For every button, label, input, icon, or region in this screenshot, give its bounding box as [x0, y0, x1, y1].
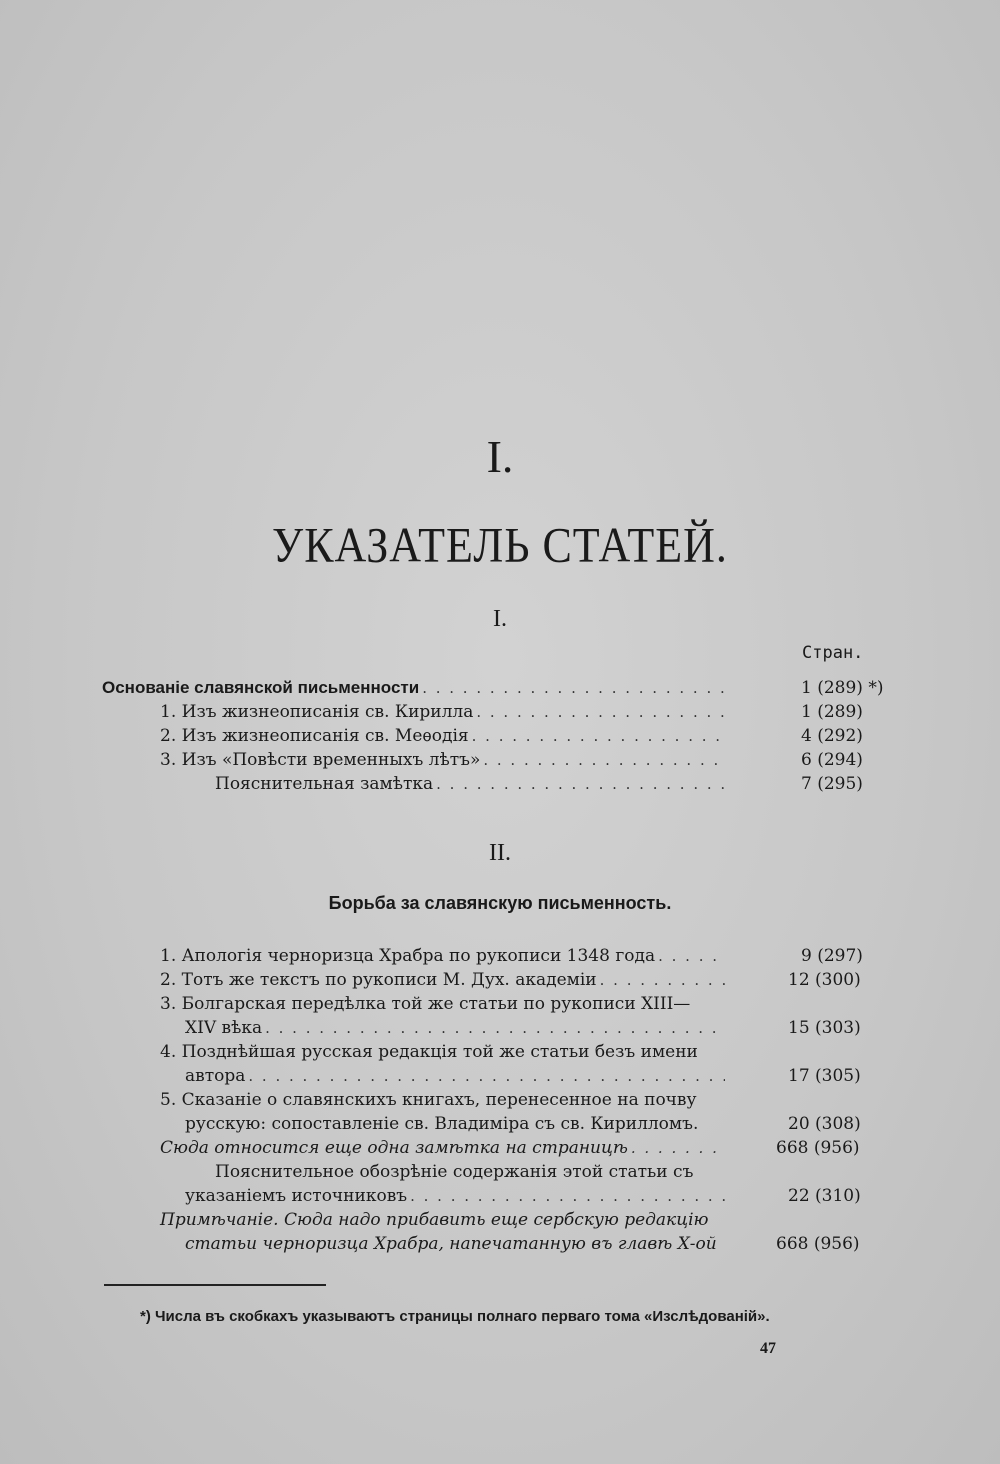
toc-entry-text: 2. Тотъ же текстъ по рукописи М. Дух. академіи: [160, 970, 597, 990]
leader-dots: [422, 676, 725, 700]
toc-entry: [160, 968, 728, 992]
toc-page-ref: 1 (289): [801, 702, 863, 722]
toc-entry-text: 2. Изъ жизнеописанія св. Меѳодія: [160, 726, 469, 746]
toc-section-1-heading: [102, 676, 728, 700]
toc-entry-line: 3. Болгарская передѣлка той же статьи по рукописи XIII—: [160, 994, 691, 1014]
toc-entry-text: 1. Апологія черноризца Храбра по рукописи 1348 года: [160, 946, 656, 966]
toc-entry: [160, 944, 728, 968]
toc-page-ref: 17 (305): [788, 1066, 861, 1086]
toc-entry: [185, 1064, 728, 1088]
leader-dots: [483, 748, 725, 772]
leader-dots: [476, 700, 725, 724]
toc-entry-line: 4. Позднѣйшая русская редакція той же статьи безъ имени: [160, 1042, 698, 1062]
page-title: УКАЗАТЕЛЬ СТАТЕЙ.: [272, 518, 728, 573]
toc-page-ref: 668 (956): [776, 1234, 860, 1254]
leader-dots: [265, 1016, 725, 1040]
toc-entry: [215, 772, 728, 796]
toc-page-ref: 15 (303): [788, 1018, 861, 1038]
toc-entry: [160, 700, 728, 724]
leader-dots: [410, 1184, 725, 1208]
toc-note-line: Примѣчаніе. Сюда надо прибавить еще сербскую редакцію: [160, 1210, 709, 1230]
leader-dots: [600, 968, 725, 992]
toc-page-ref: 4 (292): [801, 726, 863, 746]
toc-entry: [160, 724, 728, 748]
footnote-divider: [104, 1284, 326, 1286]
toc-page-ref: 12 (300): [788, 970, 861, 990]
section-2-numeral: II.: [489, 840, 511, 866]
leader-dots: [248, 1064, 725, 1088]
toc-page-ref: 22 (310): [788, 1186, 861, 1206]
page-number: 47: [760, 1340, 776, 1357]
toc-entry-text: Сюда относится еще одна замѣтка на страницѣ: [160, 1138, 628, 1158]
leader-dots: [658, 944, 725, 968]
toc-entry: [185, 1112, 728, 1136]
toc-entry: [185, 1184, 728, 1208]
toc-page-ref: 6 (294): [801, 750, 863, 770]
toc-entry-text: 1. Изъ жизнеописанія св. Кирилла: [160, 702, 474, 722]
toc-entry-text: указаніемъ источниковъ: [185, 1186, 408, 1206]
footnote: *) Числа въ скобкахъ указываютъ страницы полнаго перваго тома «Изслѣдованій».: [140, 1308, 770, 1325]
toc-entry-text: 3. Изъ «Повѣсти временныхъ лѣтъ»: [160, 750, 481, 770]
leader-dots: [472, 724, 725, 748]
toc-entry-text: Пояснительная замѣтка: [215, 774, 434, 794]
toc-entry: [160, 1136, 728, 1160]
toc-page-ref: 9 (297): [801, 946, 863, 966]
toc-page-ref: 7 (295): [801, 774, 863, 794]
toc-entry: [185, 1016, 728, 1040]
column-header-pages: Стран.: [802, 643, 864, 663]
leader-dots: [631, 1136, 725, 1160]
toc-page-ref: 1 (289) *): [801, 678, 884, 698]
toc-note-line: статьи черноризца Храбра, напечатанную въ главѣ Х-ой: [185, 1234, 717, 1254]
toc-entry-text: русскую: сопоставленіе св. Владиміра съ св. Кирилломъ.: [185, 1114, 699, 1134]
toc-entry: [160, 748, 728, 772]
toc-entry-text: XIV вѣка: [185, 1018, 263, 1038]
toc-page-ref: 668 (956): [776, 1138, 860, 1158]
toc-entry-line: Пояснительное обозрѣніе содержанія этой статьи съ: [215, 1162, 694, 1182]
toc-entry-text: автора: [185, 1066, 246, 1086]
part-numeral: I.: [486, 431, 514, 482]
section-2-heading: Борьба за славянскую письменность.: [328, 893, 672, 913]
toc-page-ref: 20 (308): [788, 1114, 861, 1134]
toc-heading-text: Основаніе славянской письменности: [102, 678, 420, 697]
leader-dots: [436, 772, 725, 796]
toc-entry-line: 5. Сказаніе о славянскихъ книгахъ, перенесенное на почву: [160, 1090, 697, 1110]
section-1-numeral: I.: [493, 606, 507, 632]
